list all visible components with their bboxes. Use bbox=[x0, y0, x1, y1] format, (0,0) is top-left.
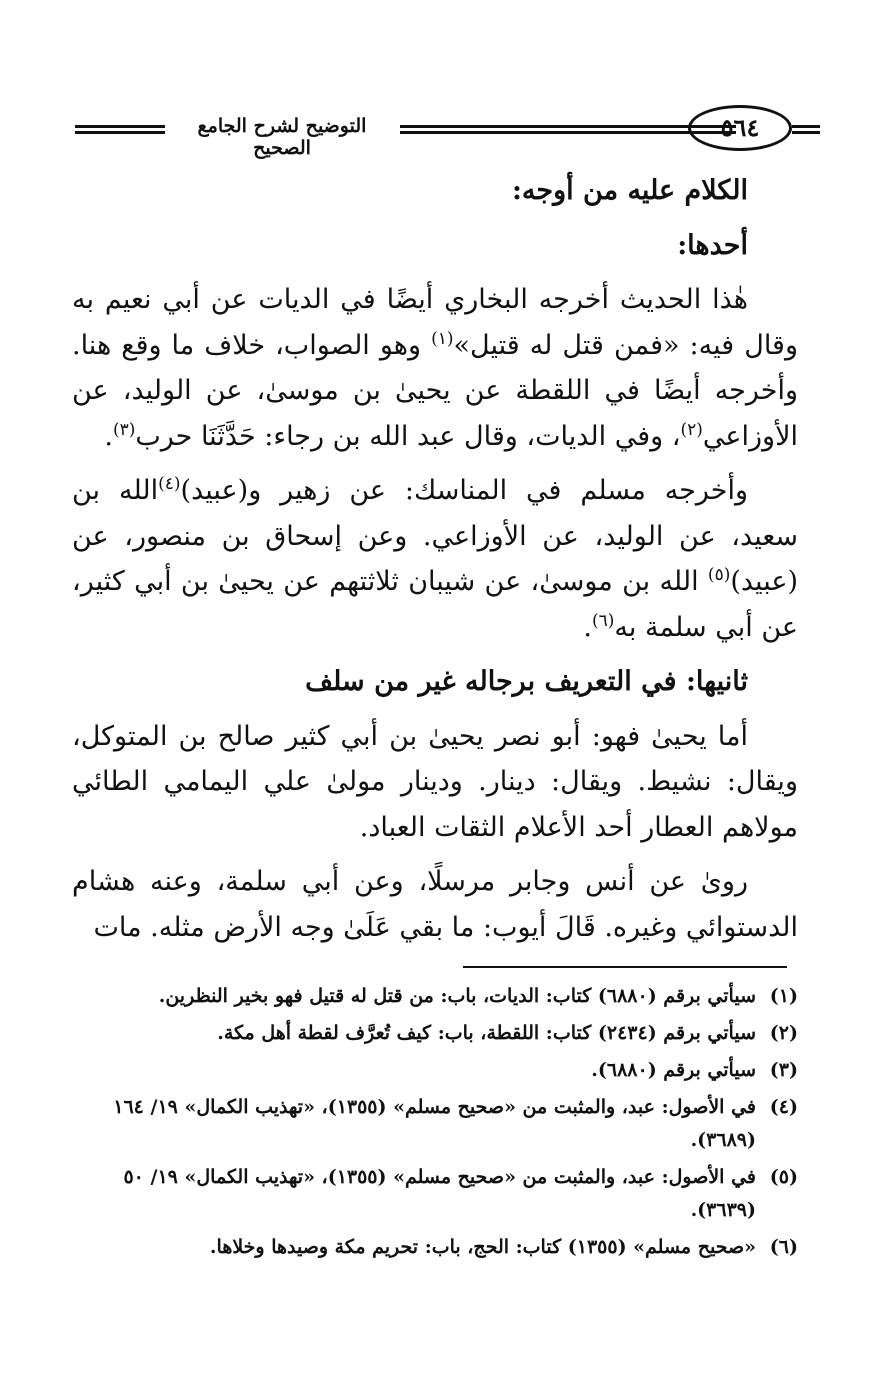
header-rule-right bbox=[792, 125, 820, 134]
footnote-number: (٥) bbox=[769, 1166, 798, 1188]
section-heading-1: الكلام عليه من أوجه: bbox=[511, 175, 748, 206]
paragraph-2-text-a: وأخرجه مسلم في المناسك: عن زهير و(عبيد) bbox=[180, 475, 749, 506]
paragraph-2-text-c: الله بن موسىٰ، عن شيبان ثلاثتهم عن يحيىٰ بن أبي كثير، عن أبي سلمة به bbox=[72, 566, 798, 643]
header-rule-middle bbox=[400, 125, 736, 134]
footnote-number: (٢) bbox=[769, 1022, 798, 1044]
paragraph-2-text-b: الله بن سعيد، عن الوليد، عن الأوزاعي. وعن إسحاق بن منصور، عن (عبيد) bbox=[72, 475, 798, 597]
paragraph-2 bbox=[72, 468, 798, 650]
section-heading-2: أحدها: bbox=[677, 229, 748, 261]
footnote-text: سيأتي برقم (٦٨٨٠). bbox=[591, 1059, 756, 1081]
footnote-ref-6[interactable]: (٦) bbox=[592, 610, 615, 631]
footnote-number: (١) bbox=[769, 985, 798, 1007]
paragraph-3: أما يحيىٰ فهو: أبو نصر يحيىٰ بن أبي كثير صالح بن المتوكل، ويقال: نشيط. ويقال: دينار. ودينار مولىٰ علي اليمامي الطائي مولاهم العطار أحد الأعلام الثقات العباد. bbox=[72, 720, 798, 843]
footnote-ref-3[interactable]: (٣) bbox=[112, 419, 136, 440]
footnote-item bbox=[86, 980, 798, 1013]
footnote-number: (٣) bbox=[769, 1059, 798, 1081]
footnote-number: (٤) bbox=[769, 1096, 798, 1118]
paragraph-2-text-d: . bbox=[583, 611, 592, 643]
footnote-ref-4[interactable]: (٤) bbox=[158, 474, 181, 494]
running-title: التوضيح لشرح الجامع الصحيح bbox=[197, 115, 367, 159]
footnote-text: في الأصول: عبد، والمثبت من «صحيح مسلم» (١٣٥٥)، «تهذيب الكمال» ١٩/ ١٦٤ (٣٦٨٩). bbox=[113, 1096, 756, 1151]
footnote-ref-1[interactable]: (١) bbox=[431, 328, 454, 349]
footnotes bbox=[86, 980, 798, 1268]
footnote-separator bbox=[463, 966, 787, 968]
page-number: ٥٦٤ bbox=[688, 105, 792, 151]
footnote-text: سيأتي برقم (٦٨٨٠) كتاب: الديات، باب: من قتل له قتيل فهو بخير النظرين. bbox=[158, 985, 756, 1007]
header-rule-left bbox=[75, 125, 165, 134]
page-header bbox=[60, 105, 800, 159]
section-heading-3: ثانيها: في التعريف برجاله غير من سلف bbox=[305, 666, 748, 697]
footnote-ref-2[interactable]: (٢) bbox=[680, 419, 703, 440]
paragraph-1-text-b: وهو الصواب، خلاف ما وقع هنا. وأخرجه أيضًا في اللقطة عن يحيىٰ بن موسىٰ، عن الوليد، عن الأوزاعي bbox=[72, 329, 798, 452]
footnote-item bbox=[86, 1017, 798, 1050]
footnote-item bbox=[86, 1161, 798, 1227]
footnote-text: سيأتي برقم (٢٤٣٤) كتاب: اللقطة، باب: كيف تُعرَّف لقطة أهل مكة. bbox=[217, 1022, 756, 1044]
paragraph-4: روىٰ عن أنس وجابر مرسلًا، وعن أبي سلمة، وعنه هشام الدستوائي وغيره. قَالَ أيوب: ما بقي عَلَىٰ وجه الأرض مثله. مات bbox=[72, 866, 798, 943]
footnote-ref-5[interactable]: (٥) bbox=[707, 565, 731, 585]
footnote-item bbox=[86, 1231, 798, 1264]
footnote-item bbox=[86, 1054, 798, 1087]
paragraph-1-text-c: ، وفي الديات، وقال عبد الله بن رجاء: حَدَّثَنَا حرب bbox=[135, 420, 681, 452]
paragraph-1 bbox=[72, 277, 798, 459]
footnote-text: في الأصول: عبد، والمثبت من «صحيح مسلم» (١٣٥٥)، «تهذيب الكمال» ١٩/ ٥٠ (٣٦٣٩). bbox=[123, 1166, 756, 1221]
footnote-number: (٦) bbox=[769, 1236, 798, 1258]
footnote-item bbox=[86, 1091, 798, 1157]
footnote-text: «صحيح مسلم» (١٣٥٥) كتاب: الحج، باب: تحريم مكة وصيدها وخلاها. bbox=[209, 1236, 756, 1258]
paragraph-1-text-d: . bbox=[104, 420, 113, 452]
main-text bbox=[72, 168, 798, 950]
paragraph-1-text-a: هٰذا الحديث أخرجه البخاري أيضًا في الديات عن أبي نعيم به وقال فيه: «فمن قتل له قتيل» bbox=[72, 284, 798, 361]
